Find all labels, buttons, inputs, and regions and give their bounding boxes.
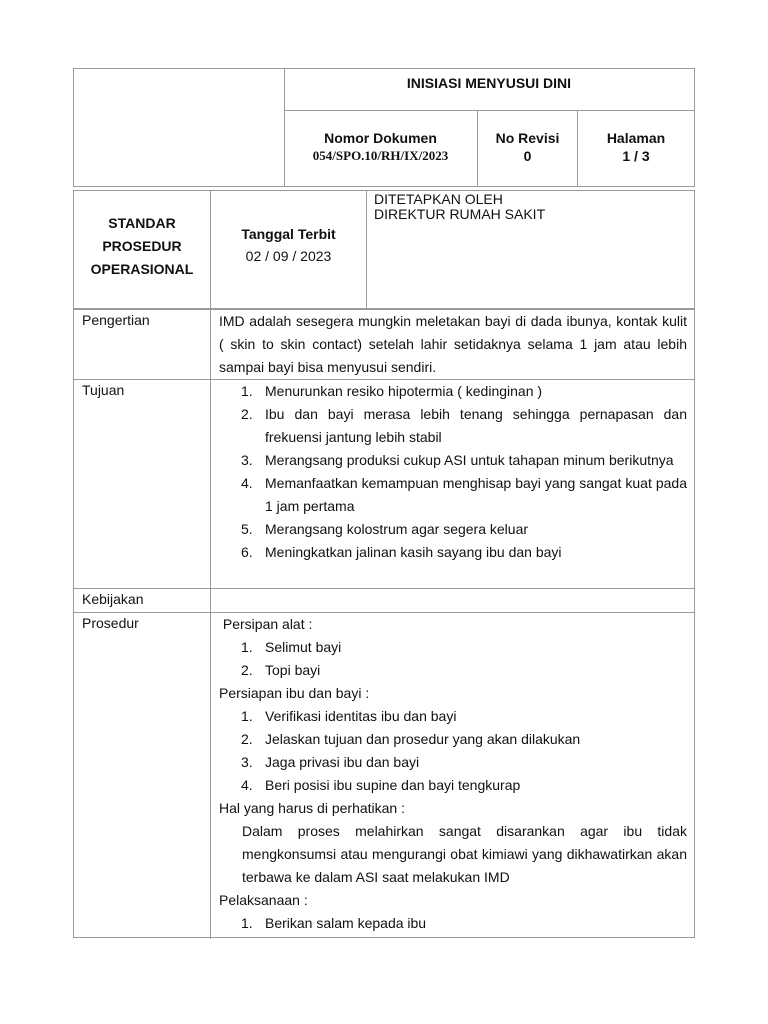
list-item: 5. Merangsang kolostrum agar segera keluar	[241, 521, 529, 537]
list-item: 4. Beri posisi ibu supine dan bayi tengkurap	[241, 777, 521, 793]
spo-title-line-2: PROSEDUR	[102, 238, 182, 254]
procedure-body-table	[73, 309, 695, 938]
ibu-heading: Persiapan ibu dan bayi :	[219, 685, 370, 701]
list-item: 1. Berikan salam kepada ibu	[241, 915, 427, 931]
ibu-list	[219, 705, 687, 797]
page-number-cell	[578, 111, 694, 186]
list-item: 6. Meningkatkan jalinan kasih sayang ibu dan bayi	[241, 544, 562, 560]
list-item: 2. Topi bayi	[241, 662, 321, 678]
list-item: 1. Verifikasi identitas ibu dan bayi	[241, 708, 457, 724]
approval-line-1: DITETAPKAN OLEH	[374, 191, 503, 207]
tujuan-list	[219, 380, 687, 564]
kebijakan-content	[211, 589, 694, 613]
issue-date-label: Tanggal Terbit	[241, 226, 336, 242]
list-item: 3. Merangsang produksi cukup ASI untuk tahapan minum berikutnya	[241, 452, 674, 468]
approval-cell	[367, 191, 694, 308]
list-item: 2. Ibu dan bayi merasa lebih tenang sehingga pernapasan dan frekuensi jantung lebih stabil	[241, 406, 687, 445]
tujuan-content	[211, 380, 694, 589]
document-header-table	[73, 68, 695, 187]
list-item: 2. Jelaskan tujuan dan prosedur yang akan dilakukan	[241, 731, 581, 747]
pelaksanaan-list	[219, 912, 687, 935]
approval-line-2: DIREKTUR RUMAH SAKIT	[374, 206, 546, 222]
list-item: 4. Memanfaatkan kemampuan menghisap bayi yang sangat kuat pada 1 jam pertama	[241, 475, 687, 514]
spo-title-line-1: STANDAR	[108, 215, 176, 231]
prosedur-content	[211, 613, 694, 939]
list-item: 3. Jaga privasi ibu dan bayi	[241, 754, 420, 770]
list-item: 1. Selimut bayi	[241, 639, 342, 655]
revision-value: 0	[523, 148, 532, 164]
issue-date-cell	[211, 191, 367, 308]
page-number-label: Halaman	[606, 130, 666, 146]
hal-text: Dalam proses melahirkan sangat disarankan agar ibu tidak mengkonsumsi atau mengurangi obat kimiawi yang dikhawatirkan akan terbawa ke dalam ASI saat melakukan IMD	[242, 823, 687, 885]
pelaksanaan-heading: Pelaksanaan :	[219, 892, 308, 908]
hal-heading: Hal yang harus di perhatikan :	[219, 800, 405, 816]
prosedur-label: Prosedur	[74, 613, 211, 939]
row-tujuan	[74, 379, 694, 589]
logo-cell	[74, 69, 285, 186]
issue-date-value: 02 / 09 / 2023	[245, 248, 332, 264]
row-pengertian	[74, 309, 694, 380]
spo-title-line-3: OPERASIONAL	[90, 261, 194, 277]
document-title: INISIASI MENYUSUI DINI	[284, 69, 694, 111]
document-number-value: 054/SPO.10/RH/IX/2023	[312, 148, 449, 163]
revision-cell	[478, 111, 578, 186]
spo-title-cell	[74, 191, 211, 308]
pengertian-text: IMD adalah sesegera mungkin meletakan bayi di dada ibunya, kontak kulit ( skin to skin contact) setelah lahir setidaknya selama 1 jam atau lebih sampai bayi bisa menyusui sendiri.	[219, 313, 687, 375]
row-kebijakan	[74, 588, 694, 613]
pengertian-content	[211, 310, 694, 380]
tujuan-label: Tujuan	[74, 380, 211, 589]
revision-label: No Revisi	[495, 130, 560, 146]
page-number-value: 1 / 3	[622, 148, 650, 164]
pengertian-label: Pengertian	[74, 310, 211, 380]
list-item: 1. Menurunkan resiko hipotermia ( kedinginan )	[241, 383, 543, 399]
alat-list	[219, 636, 687, 682]
spo-info-table	[73, 190, 695, 309]
document-number-cell	[284, 111, 478, 186]
alat-heading: Persipan alat :	[219, 616, 313, 632]
document-number-label: Nomor Dokumen	[324, 130, 437, 146]
kebijakan-label: Kebijakan	[74, 589, 211, 613]
row-prosedur	[74, 612, 694, 939]
